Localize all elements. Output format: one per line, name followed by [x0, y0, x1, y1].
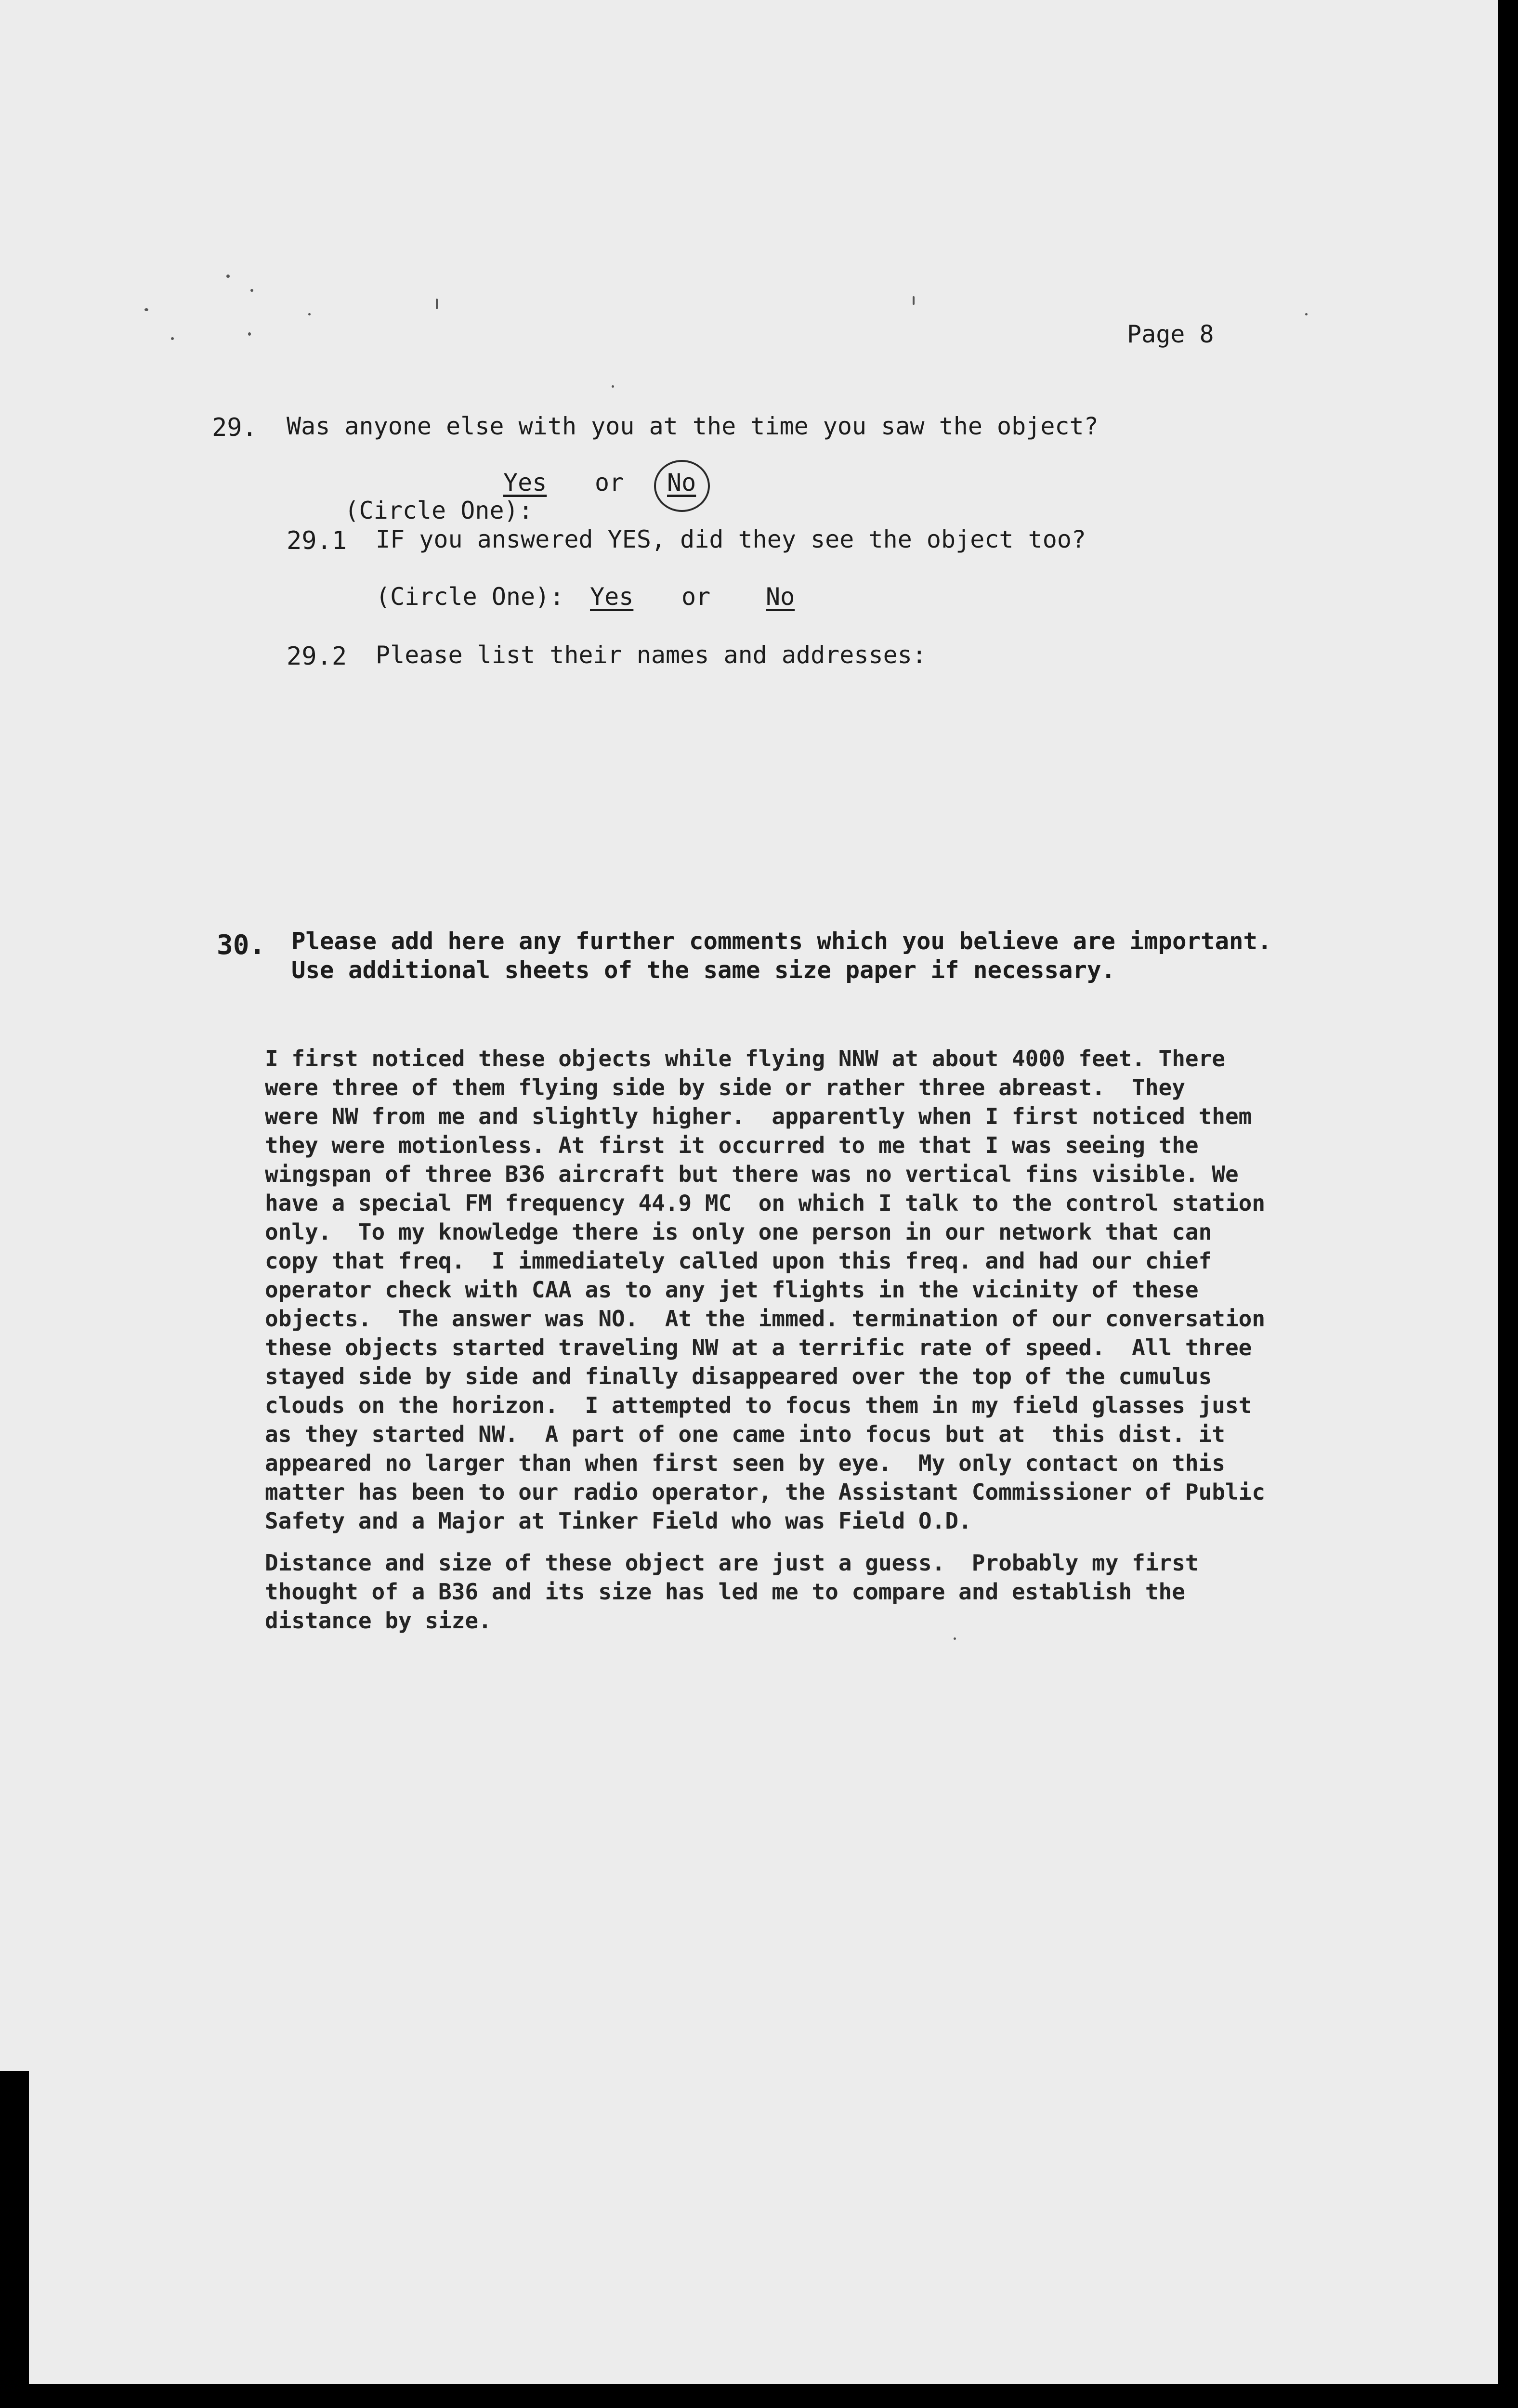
or-label: or	[595, 469, 624, 497]
scan-speck	[144, 308, 148, 311]
question-number: 30.	[217, 929, 266, 961]
narrative-line: stayed side by side and finally disappeared over the top of the cumulus	[265, 1363, 1212, 1389]
scan-speck	[248, 332, 251, 336]
scan-speck	[612, 385, 614, 388]
scan-speck	[226, 275, 230, 278]
circle-one-label: (Circle One):	[344, 497, 533, 524]
scan-speck	[1305, 313, 1308, 315]
narrative-line: clouds on the horizon. I attempted to focus them in my field glasses just	[265, 1392, 1252, 1418]
narrative-line: were NW from me and slightly higher. apparently when I first noticed them	[265, 1103, 1252, 1129]
sub-question-number: 29.1	[287, 526, 347, 555]
narrative-line: I first noticed these objects while flying NNW at about 4000 feet. There	[265, 1046, 1225, 1072]
narrative-line: wingspan of three B36 aircraft but there was no vertical fins visible. We	[265, 1161, 1239, 1187]
page-number: Page 8	[1127, 320, 1214, 348]
question-text: Please add here any further comments which you believe are important.	[291, 928, 1272, 955]
narrative-line: were three of them flying side by side or rather three abreast. They	[265, 1074, 1185, 1100]
sub-question-text: IF you answered YES, did they see the object too?	[376, 525, 1086, 553]
narrative-line: they were motionless. At first it occurred to me that I was seeing the	[265, 1132, 1199, 1158]
narrative-line: only. To my knowledge there is only one person in our network that can	[265, 1219, 1212, 1245]
narrative-line: thought of a B36 and its size has led me to compare and establish the	[265, 1579, 1185, 1605]
question-number: 29.	[212, 413, 257, 442]
scan-speck	[308, 313, 311, 315]
scan-edge	[0, 2071, 29, 2408]
narrative-line: Safety and a Major at Tinker Field who was Field O.D.	[265, 1508, 972, 1534]
narrative-line: operator check with CAA as to any jet flights in the vicinity of these	[265, 1277, 1199, 1303]
question-text: Use additional sheets of the same size paper if necessary.	[291, 956, 1116, 984]
narrative-line: as they started NW. A part of one came into focus but at this dist. it	[265, 1421, 1225, 1447]
yes-option: Yes	[503, 469, 547, 497]
scan-speck	[954, 1637, 956, 1640]
circled-answer-mark	[654, 460, 710, 512]
narrative-line: have a special FM frequency 44.9 MC on which I talk to the control station	[265, 1190, 1266, 1216]
narrative-line: Distance and size of these object are just a guess. Probably my first	[265, 1550, 1199, 1576]
narrative-line: matter has been to our radio operator, the Assistant Commissioner of Public	[265, 1479, 1266, 1505]
no-option: No	[766, 583, 795, 611]
no-option: No	[667, 469, 696, 497]
scan-speck	[171, 337, 174, 340]
narrative-line: these objects started traveling NW at a terrific rate of speed. All three	[265, 1335, 1252, 1361]
narrative-line: distance by size.	[265, 1608, 492, 1634]
sub-question-text: Please list their names and addresses:	[376, 641, 927, 669]
circle-one-label: (Circle One):	[376, 583, 564, 611]
narrative-line: copy that freq. I immediately called upon this freq. and had our chief	[265, 1248, 1212, 1274]
or-label: or	[681, 583, 711, 611]
question-text: Was anyone else with you at the time you saw the object?	[287, 412, 1099, 440]
scan-speck	[250, 289, 253, 292]
narrative-line: objects. The answer was NO. At the immed. termination of our conversation	[265, 1306, 1266, 1332]
scan-speck	[436, 299, 438, 309]
scan-speck	[913, 296, 915, 305]
sub-question-number: 29.2	[287, 642, 347, 671]
narrative-line: appeared no larger than when first seen by eye. My only contact on this	[265, 1450, 1225, 1476]
yes-option: Yes	[590, 583, 634, 611]
